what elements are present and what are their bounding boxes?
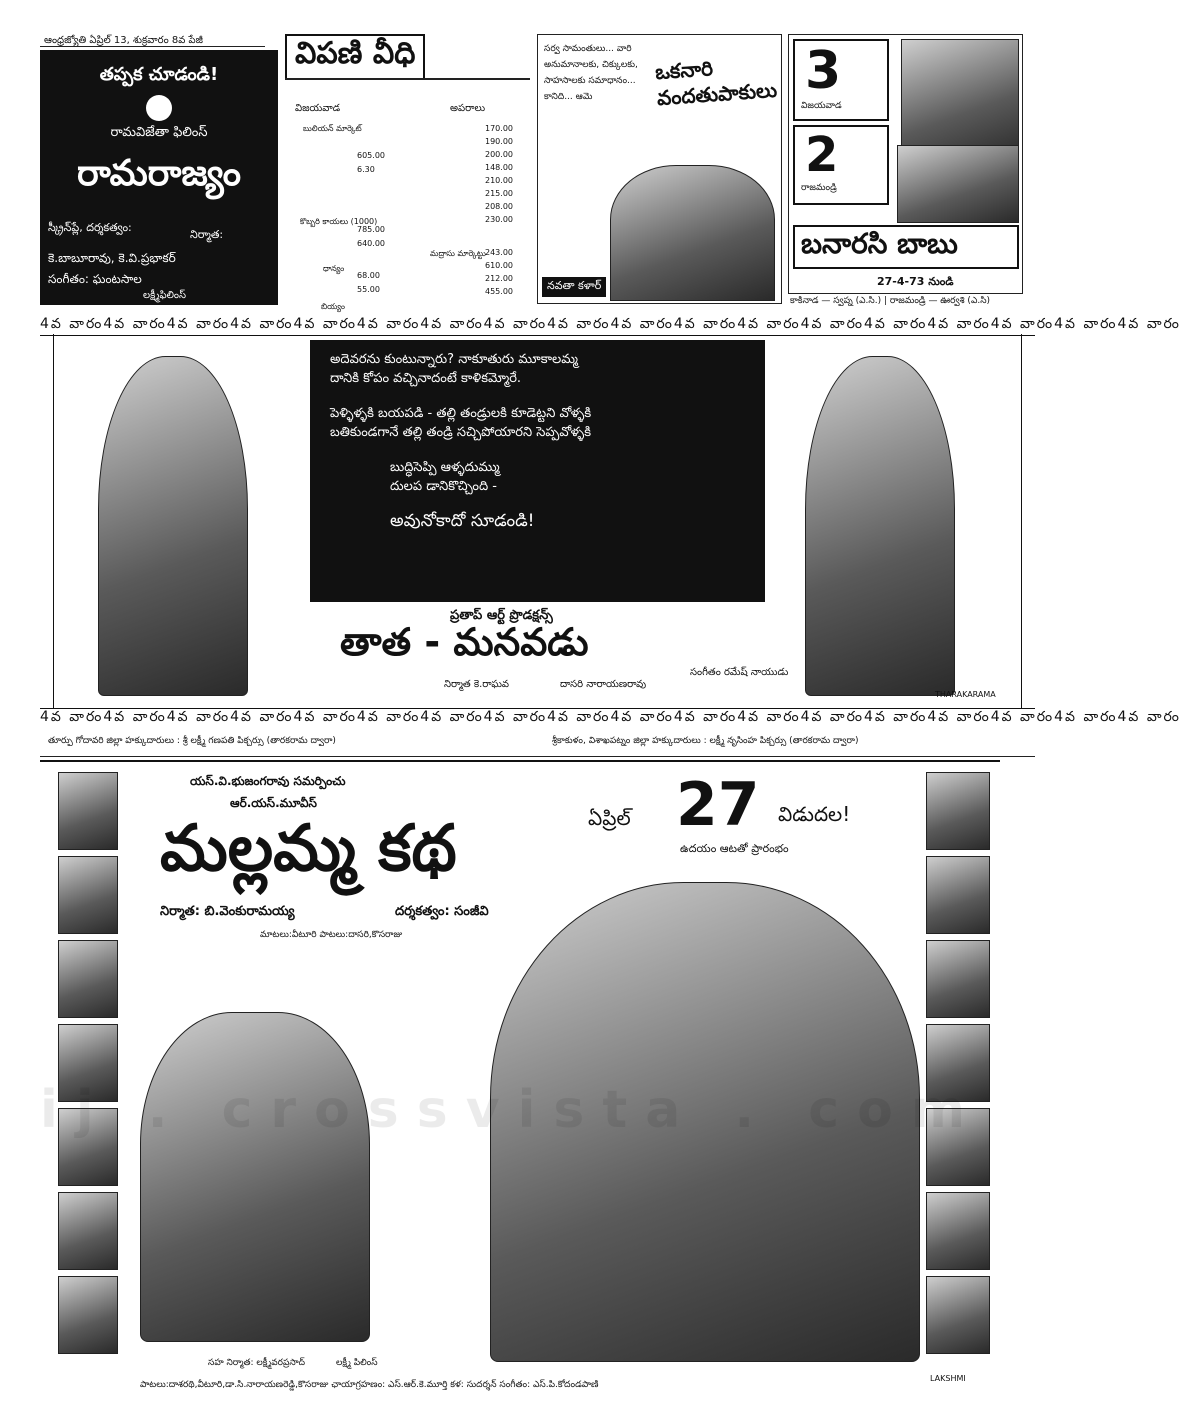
- ramarajyam-music2: లక్ష్మీఫిలింస్: [143, 290, 186, 301]
- banarasi-footer: కాకినాడ — స్వప్న (ఎ.సి.) | రాజమండ్రి — ఊర్వశి (ఎ.సి): [790, 296, 991, 306]
- dialogue-line: బుద్ధిసెప్పి ఆళ్ళదుమ్ము: [390, 460, 500, 475]
- rate: 610.00: [485, 261, 513, 270]
- release-post: విడుదల!: [778, 802, 851, 826]
- grandfather-photo: [98, 356, 248, 696]
- mallamma-banner: ఆర్.యస్.మూవీస్: [230, 796, 317, 810]
- dialogue-line: దానికి కోపం వచ్చినాదంటే కాళికమ్మోరే.: [330, 371, 522, 386]
- week3-label: విజయవాడ: [801, 101, 842, 111]
- tata-manavadu-ad: [40, 316, 1181, 736]
- dialogue-line: పెళ్ళిళ్ళకి బయపడి - తల్లి తండ్రులకి కూడెట్టని వోళ్ళకి: [330, 406, 592, 421]
- release-day: 27: [676, 770, 760, 840]
- portrait: [926, 940, 990, 1018]
- market-title: విపణి వీధి: [285, 34, 425, 80]
- dialogue-line: అదెవరను కుంటున్నారు? నాకూతురు మూకాలమ్మ: [330, 352, 579, 367]
- market-coconut: కొబ్బరి కాయలు (1000): [300, 217, 378, 226]
- studio-logo-icon: [146, 95, 172, 121]
- market-grains: ధాన్యం: [323, 264, 345, 273]
- banarasi-title: బనారసి బాబు: [793, 225, 1019, 269]
- rate: 230.00: [485, 215, 513, 224]
- okanari-photo: [610, 165, 775, 301]
- ramarajyam-studio: రామవిజేతా ఫిలింస్: [110, 125, 208, 140]
- rate: 455.00: [485, 287, 513, 296]
- mallamma-sub: మాటలు:వీటూరి పాటలు:దాసరి,కొసరాజు: [260, 930, 403, 940]
- ramarajyam-ad: [40, 50, 278, 305]
- portrait: [58, 940, 118, 1018]
- portrait: [58, 1276, 118, 1354]
- granddaughter-photo: [805, 356, 955, 696]
- rate: 170.00: [485, 124, 513, 133]
- banarasi-photo-actress: [901, 39, 1019, 159]
- mallamma-director: దర్శకత్వం: సంజీవి: [395, 904, 489, 919]
- week2-box: [793, 125, 889, 205]
- portrait: [58, 1192, 118, 1270]
- tata-dialogue-box: [310, 340, 765, 602]
- portrait: [58, 772, 118, 850]
- rate: 212.00: [485, 274, 513, 283]
- mallamma-credit-left: సహ నిర్మాత: లక్ష్మీవరప్రసాద్: [208, 1358, 306, 1368]
- ramarajyam-title: రామరాజ్యం: [76, 153, 242, 194]
- market-col2: అపరాలు: [450, 103, 486, 114]
- tata-director: దాసరి నారాయణరావు: [560, 679, 647, 690]
- ramarajyam-left-credit: స్క్రీన్‌ప్లే, దర్శకత్వం:: [48, 221, 132, 234]
- dialogue-tagline: అవునోకాదో సూడండి!: [390, 511, 535, 531]
- mallamma-producer: నిర్మాత: బి.వెంకురామయ్య: [160, 904, 295, 919]
- market-city: విజయవాడ: [295, 103, 341, 114]
- rate: 208.00: [485, 202, 513, 211]
- banarasi-date: 27-4-73 నుండి: [877, 275, 954, 288]
- rate: 605.00: [357, 151, 385, 160]
- okanari-footer: నవతా కళార్: [542, 277, 606, 297]
- okanari-text: సర్వ సామంతులు... వారి అనుమానాలకు, చిక్కులకు, సాహసాలకు సమాధానం... కానిది... ఆమె: [544, 44, 638, 102]
- rate: 210.00: [485, 176, 513, 185]
- week2-label: రాజమండ్రి: [801, 183, 837, 193]
- mallamma-presenter: యస్.వి.భుజంగరావు సమర్పించు: [190, 774, 346, 788]
- dialogue-line: బతికుండగానే తల్లి తండ్రి సచ్చిపోయారని సెప్పవోళ్ళకి: [330, 425, 592, 440]
- rate: 215.00: [485, 189, 513, 198]
- portrait: [926, 856, 990, 934]
- okanari-title: ఒకనారి వందతుపాకులు: [654, 56, 778, 111]
- portraits-left: [58, 772, 118, 1372]
- tata-producer: నిర్మాత కె.రాఘవ: [444, 679, 510, 690]
- tata-border-bottom: 4వ వారం4వ వారం4వ వారం4వ వారం4వ వారం4వ వారం4వ వారం4వ వారం4వ వారం4వ వారం4వ వారం4వ వారం4వ వారం4వ వారం4వ వారం4వ వారం4వ వారం4వ వారం: [40, 708, 1035, 728]
- tata-music: సంగీతం రమేష్ నాయుడు: [690, 667, 789, 678]
- okanari-ad: [537, 34, 782, 304]
- tata-border-left: [40, 334, 54, 708]
- ramarajyam-producers: కె.బాబూరావు, కె.వి.ప్రభాకర్: [48, 251, 176, 265]
- rate: 640.00: [357, 239, 385, 248]
- portrait: [926, 772, 990, 850]
- tata-border-right: [1021, 334, 1035, 708]
- week2-number: 2: [805, 127, 839, 183]
- week3-number: 3: [805, 41, 842, 101]
- portraits-right: [926, 772, 990, 1372]
- market-left-rates: [357, 149, 397, 297]
- ramarajyam-music: సంగీతం: ఘంటసాల: [48, 272, 142, 286]
- tata-dist-left: తూర్పు గోదావరి జిల్లా హక్కుదారులు : శ్రీ లక్ష్మీ గణపతి పిక్చర్సు (తారకరామ ద్వారా): [48, 736, 336, 746]
- ramarajyam-producer-label: నిర్మాత:: [190, 228, 224, 241]
- portrait: [926, 1276, 990, 1354]
- tata-dist-right: శ్రీకాకుళం, విశాఖపట్నం జిల్లా హక్కుదారులు : లక్ష్మీ నృసింహ పిక్చర్సు (తారకరామ ద్వారా): [552, 736, 859, 746]
- rate: 243.00: [485, 248, 513, 257]
- rate: 148.00: [485, 163, 513, 172]
- mallamma-footer: పాటలు:దాశరథి,వీటూరి,డా.సి.నారాయణరెడ్డి,కొసరాజు ఛాయాగ్రహణం: ఎస్.ఆర్.కె.మూర్తి కళ: సుదర్శన్ సంగీతం: ఎస్.పి.కోదండపాణి: [140, 1380, 599, 1390]
- tata-title: తాత - మనవడు: [340, 620, 589, 664]
- mallamma-title: మల్లమ్మ కథ: [160, 812, 457, 886]
- rate: 190.00: [485, 137, 513, 146]
- watermark: ij . crossvista . com: [40, 1080, 984, 1140]
- market-madras: మద్రాసు మార్కెట్టు: [430, 249, 486, 258]
- market-bullion: బులియన్ మార్కెట్: [303, 124, 362, 133]
- masthead: ఆంధ్రజ్యోతి ఏప్రిల్ 13, శుక్రవారం 8వ పేజీ: [44, 35, 203, 46]
- rate: 200.00: [485, 150, 513, 159]
- rate: 55.00: [357, 285, 380, 294]
- rate: 6.30: [357, 165, 375, 174]
- portrait: [58, 856, 118, 934]
- mothers-photo: [140, 1012, 370, 1342]
- banarasi-ad: [788, 34, 1023, 294]
- tata-banner: ప్రతాప్ ఆర్ట్ ప్రొడక్షన్స్: [450, 608, 553, 623]
- dialogue-line: దులప డానికొచ్చింది -: [390, 479, 497, 494]
- banarasi-photo-actor: [897, 145, 1019, 223]
- market-column: [285, 34, 530, 314]
- market-rates: [485, 122, 525, 298]
- tata-border-top: 4వ వారం4వ వారం4వ వారం4వ వారం4వ వారం4వ వారం4వ వారం4వ వారం4వ వారం4వ వారం4వ వారం4వ వారం4వ వారం4వ వారం4వ వారం4వ వారం4వ వారం4వ వారం: [40, 316, 1035, 336]
- rate: 68.00: [357, 271, 380, 280]
- portrait: [926, 1192, 990, 1270]
- ramarajyam-watch: తప్పక చూడండి!: [99, 64, 219, 85]
- release-sub: ఉదయం ఆటతో ప్రారంభం: [680, 842, 789, 855]
- market-rice: బియ్యం: [321, 302, 345, 311]
- week3-box: [793, 39, 889, 121]
- rate: 785.00: [357, 225, 385, 234]
- tata-studio-mark: THARAKARAMA: [935, 690, 996, 699]
- mallamma-credit-right: లక్ష్మీ పిలింస్: [336, 1358, 378, 1368]
- release-pre: ఏప్రిల్: [588, 806, 631, 830]
- lakshmi-label: LAKSHMI: [930, 1374, 966, 1383]
